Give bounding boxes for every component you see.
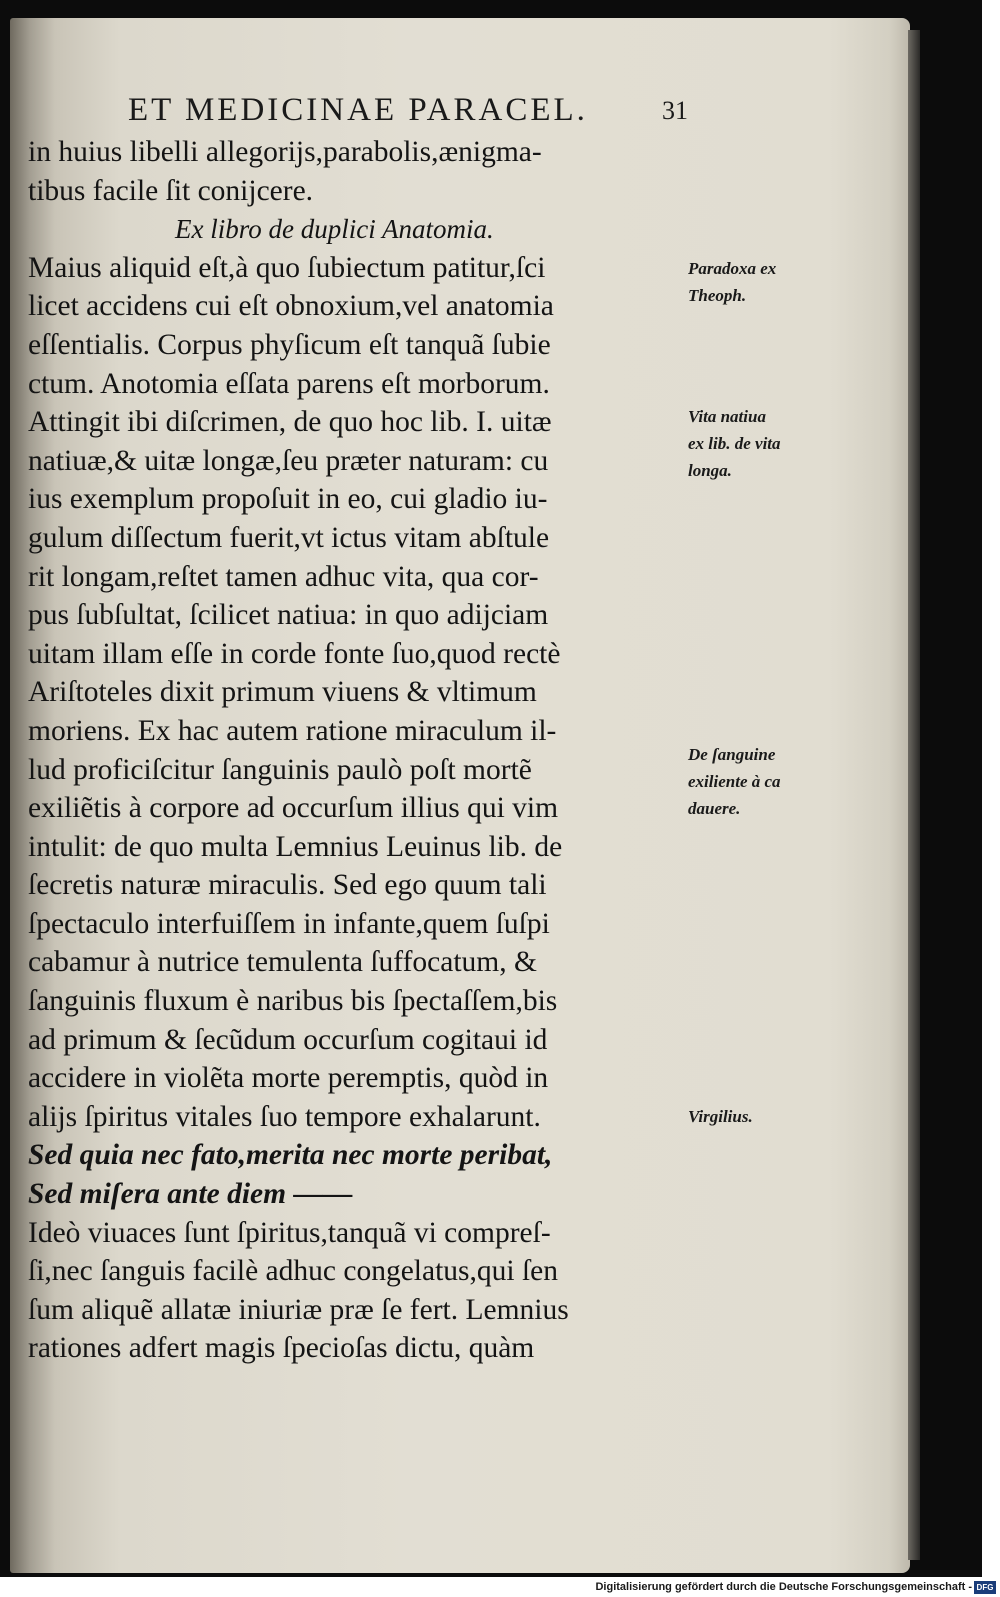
text-line: in huius libelli allegorijs,parabolis,ænigma- <box>28 136 542 168</box>
margin-note-line: De ſanguine <box>688 745 776 764</box>
text-line: cabamur à nutrice temulenta ſuffocatum, & <box>28 946 537 979</box>
margin-note-vita-natiua <box>688 403 838 484</box>
margin-note-line: Paradoxa ex <box>688 259 777 278</box>
margin-note-de-sanguine <box>688 741 838 822</box>
text-line: ſecretis naturæ miraculis. Sed ego quum tali <box>28 869 547 902</box>
text-line: ctum. Anotomia eſſata parens eſt morborum. <box>28 367 550 400</box>
text-line: ad primum & ſecũdum occurſum cogitaui id <box>28 1023 548 1056</box>
margin-note-line: ex lib. de vita <box>688 434 781 453</box>
text-line: tibus facile ſit conijcere. <box>28 174 314 207</box>
dfg-credit: Digitalisierung gefördert durch die Deutsche Forschungsgemeinschaft - <box>595 1581 972 1593</box>
text-line: ſum aliquẽ allatæ iniuriæ præ ſe fert. Lemnius <box>28 1293 569 1326</box>
text-line: intulit: de quo multa Lemnius Leuinus lib. de <box>28 830 563 863</box>
body-text <box>28 133 708 1368</box>
text-line: rationes adfert magis ſpecioſas dictu, quàm <box>28 1332 535 1365</box>
text-line: Ariſtoteles dixit primum viuens & vltimum <box>28 676 537 709</box>
text-line: uitam illam eſſe in corde fonte ſuo,quod rectè <box>28 637 561 670</box>
text-line: exiliẽtis à corpore ad occurſum illius qui vim <box>28 792 559 825</box>
text-line: eſſentialis. Corpus phyſicum eſt tanquã ſubie <box>28 328 551 361</box>
text-line: ſi,nec ſanguis facilè adhuc congelatus,qui ſen <box>28 1255 558 1288</box>
margin-note-line: dauere. <box>688 799 741 818</box>
text-line: rit longam,reſtet tamen adhuc vita, qua cor- <box>28 560 539 593</box>
text-line: Maius aliquid eſt,à quo ſubiectum patitur,ſci <box>28 251 546 284</box>
text-line: alijs ſpiritus vitales ſuo tempore exhalarunt. <box>28 1100 541 1133</box>
text-line: pus ſubſultat, ſcilicet natiua: in quo adijciam <box>28 599 549 632</box>
margin-note-line: Theoph. <box>688 286 747 305</box>
text-line: Sed miſera ante diem —— <box>28 1178 353 1211</box>
margin-note-line: longa. <box>688 461 732 480</box>
margin-note-paradoxa <box>688 255 838 309</box>
text-line: Ideò viuaces ſunt ſpiritus,tanquã vi compreſ- <box>28 1216 551 1249</box>
text-line: Attingit ibi diſcrimen, de quo hoc lib. I. uitæ <box>28 406 552 439</box>
text-line: gulum diſſectum fuerit,vt ictus vitam abſtule <box>28 521 550 554</box>
text-line: licet accidens cui eſt obnoxium,vel anatomia <box>28 290 554 323</box>
text-line: ius exemplum propoſuit in eo, cui gladio iu- <box>28 483 548 516</box>
text-line: natiuæ,& uitæ longæ,ſeu præter naturam: cu <box>28 444 549 477</box>
running-head <box>128 92 688 132</box>
page-number: 31 <box>662 96 688 125</box>
section-heading: Ex libro de duplici Anatomia. <box>175 214 494 245</box>
margin-note-virgilius <box>688 1103 838 1130</box>
footer-bar <box>0 1580 1000 1597</box>
margin-note-line: Vita natiua <box>688 407 766 426</box>
text-line: lud proficiſcitur ſanguinis paulò poſt mortẽ <box>28 753 532 786</box>
text-line: moriens. Ex hac autem ratione miraculum il- <box>28 714 557 747</box>
dfg-logo: DFG <box>974 1581 996 1594</box>
text-line: ſanguinis fluxum è naribus bis ſpectaſſem,bis <box>28 985 558 1018</box>
text-line: Sed quia nec fato,merita nec morte peribat, <box>28 1139 553 1172</box>
text-line: ſpectaculo interfuiſſem in infante,quem ſuſpi <box>28 907 550 940</box>
text-line: accidere in violẽta morte peremptis, quòd in <box>28 1062 549 1095</box>
page-edge <box>908 30 920 1560</box>
margin-note-line: Virgilius. <box>688 1107 753 1126</box>
running-title: ET MEDICINAE PARACEL. <box>128 92 588 128</box>
margin-note-line: exiliente à ca <box>688 772 781 791</box>
